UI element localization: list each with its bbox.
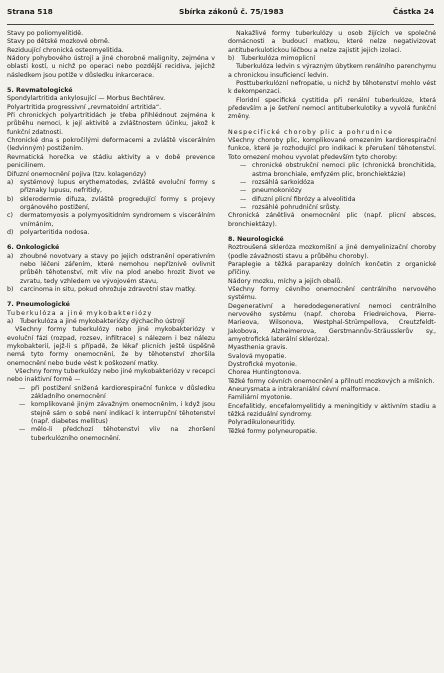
text-line: Stavy po poliomyelitidě. <box>7 30 84 37</box>
list-paragraph: Encefalitidy, encefalomyelitidy a meningitidy v aktivním stadiu a těžká reziduální syndromy. <box>228 402 436 419</box>
list-paragraph: Dystrofické myotonie. <box>228 361 298 369</box>
list-item <box>7 212 215 229</box>
list-item <box>7 196 215 213</box>
subsection-heading: Tuberkulóza a jiné mykobakteriózy <box>7 309 153 317</box>
paragraph: Revmatická horečka ve stádiu aktivity a v době prevence penicilinem. <box>7 153 215 170</box>
list-text: Tuberkulóza a jiné mykobakteriózy dýchacího ústrojí <box>20 318 185 325</box>
section-heading: 6. Onkologické <box>7 244 60 252</box>
paragraph: Nakažlivé formy tuberkulózy u osob žijících ve společné domácnosti a budoucí matkou, které nelze negativizovat antituberkulotickou léčbou a nelze zajistit jejich izolaci. <box>228 30 436 54</box>
paragraph: Tuberkulóza ledvin s výrazným úbytkem renálního parenchymu a chronickou insuficiencí ledvin. <box>228 63 436 79</box>
issue-number: Částka 24 <box>392 7 434 16</box>
dash-item <box>7 401 215 426</box>
list-paragraph: Paraplegie a těžká paraparézy dolních končetin z organické příčiny. <box>228 260 436 277</box>
dash-item <box>7 426 215 443</box>
list-paragraph: Těžké formy cévních onemocnění a přilnutí mozkových a míšních. <box>228 377 435 385</box>
list-item <box>7 229 215 237</box>
list-item <box>7 253 215 286</box>
dash-item <box>228 204 436 212</box>
list-text: carcinoma in situ, pokud ohrožuje zdravotní stav matky. <box>20 285 197 293</box>
list-paragraph: Chorea Huntingtonova. <box>228 369 302 377</box>
list-marker: c) <box>7 212 13 220</box>
paragraph: Difuzní onemocnění pojiva (tzv. kolagenózy) <box>7 170 147 178</box>
paragraph: Chronická zánětlivá onemocnění plic (např. plicní absces, bronchiektázy). <box>228 212 436 228</box>
dash-marker: — <box>19 401 26 409</box>
dash-text: mělo-li předchozí těhotenství vliv na zhoršení tuberkulózního onemocnění. <box>31 426 215 442</box>
dash-text: difuzní plicní fibrózy a alveolitida <box>252 195 356 203</box>
section-heading: 7. Pneumologické <box>7 301 70 309</box>
list-marker: b) <box>7 195 14 203</box>
list-paragraph: Familiární myotonie. <box>228 394 293 402</box>
list-text: Tuberkulóza mimoplicní <box>241 55 316 63</box>
subsection-heading: Nespecifické choroby plic a pohrudnice <box>228 128 394 136</box>
list-text: zhoubné novotvary a stavy po jejich odstranění operativním nebo léčeni zářením, které nemohou nepříznivě ovlivnit průběh těhotenství, mít vliv na plod anebo hrozit život ve zvratu, tedy vzhledem ve vývojovém stavu, <box>20 252 215 285</box>
page-header <box>7 7 434 20</box>
list-paragraph: Svalová myopatie. <box>228 352 287 360</box>
list-text: polyarteritida nodosa. <box>20 228 90 236</box>
list-paragraph: Těžké formy polyneuropatie. <box>228 427 318 435</box>
right-column <box>228 30 436 436</box>
list-marker: a) <box>7 318 14 325</box>
dash-marker: — <box>19 426 26 434</box>
paragraph: Chronické dna s pokročilými deformacemi a zvláště viscerálním (ledvinným) postižením. <box>7 137 215 153</box>
list-paragraph: Nádory mozku, míchy a jejich obalů. <box>228 277 343 285</box>
dash-text: rozsáhlá sarkoidóza <box>252 178 315 186</box>
paragraph: Všechny formy tuberkulózy nebo jiné mykobakteriózy v recepci nebo inaktivní formě — <box>7 368 215 384</box>
paragraph: Všechny choroby plic, komplikované omezením kardiorespirační funkce, které je rozhodující pro indikaci k přerušení těhotenství. Toto omezení mohou vyvolat především tyto choroby: <box>228 137 436 161</box>
list-marker: d) <box>7 228 14 236</box>
dash-text: pneumokoniózy <box>252 187 302 195</box>
list-text: sklerodermie difuza, zvláště progredující formy s projevy orgánového postižení, <box>20 195 215 211</box>
paragraph: Spondylartritida ankylosující — Morbus Bechtěrev. <box>7 95 166 103</box>
dash-item <box>7 385 215 402</box>
paragraph: Všechny formy tuberkulózy nebo jiné mykobakteriózy v evoluční fázi (rozpad, rozsev, infiltrace) s nálezem i bez nálezu mykobakterií, jejž-li s případě, že lékař plicních ještě úspěšně nemá tyto formy onemocnění, že by těhotenství zhoršila onemocnění nebo bude vést k poškození matky. <box>7 326 215 367</box>
section-heading: 8. Neurologické <box>228 235 284 243</box>
paragraph: Nádory pohybového ústrojí a jiné chorobné malignity, zejména v oblasti kostí, u nichž po operaci nebo pozdější recidiva, jejichž následkem jsou potíže v důsledku inkarcerace. <box>7 55 215 79</box>
list-marker: b) <box>228 55 235 63</box>
dash-item <box>228 187 436 195</box>
dash-marker: — <box>19 384 26 392</box>
list-marker: a) <box>7 252 14 260</box>
paragraph: Polyartritida progressivní „revmatoidní artritida“. <box>7 103 162 111</box>
list-text: dermatomyosis a polymyositidním syndromem s viscerálním vnímáním, <box>20 212 215 228</box>
list-paragraph: Degenerativní a heredodegenerativní nemoci centrálního nervového systému (např. choroba Friedreichova, Pierre-Marieova, Wilsonova, Westphal-Strümpellova, Creutzfeldt-Jakobova, Alzheimerova, Gerstmannův-Sträusslerův sy., amyotrofická laterální skleróza). <box>228 302 436 344</box>
text-line: Reziduující chronická osteomyelitida. <box>7 46 124 54</box>
list-paragraph: Všechny formy cévního onemocnění centrálního nervového systému. <box>228 285 436 302</box>
paragraph: Floridní specifická cystitida při renální tuberkulóze, která především a je šetření nemocí antituberkulotiky a vyvolá funkční změny. <box>228 96 436 121</box>
page-number: Strana 518 <box>7 7 53 16</box>
dash-marker: — <box>240 187 247 195</box>
list-paragraph: Roztroušená skleróza mozkomíšní a jiné demyelinizační choroby (podle závažnosti stavu a průběhu choroby). <box>228 244 436 260</box>
dash-marker: — <box>240 178 247 186</box>
dash-marker: — <box>240 203 247 211</box>
dash-marker: — <box>240 195 247 203</box>
dash-text: při postižení snížená kardiorespirační funkce v důsledku základního onemocnění <box>31 384 215 401</box>
dash-marker: — <box>240 162 247 170</box>
list-paragraph: Polyradikuloneuritidy. <box>228 419 296 427</box>
dash-item <box>228 162 436 179</box>
dash-item <box>228 179 436 187</box>
dash-text: rozsáhlé pohrudniční srůsty. <box>252 203 341 211</box>
list-paragraph: Aneurysmata a intrakraniální cévní malformace. <box>228 386 381 394</box>
paragraph: Při chronických polyartritidách je třeba přihlédnout zejména k průběhu nemoci, k její aktivitě a zvláštnostem účinku, jakož k funkční zdatnosti. <box>7 112 215 136</box>
collection-title: Sbírka zákonů č. 75/1983 <box>179 7 284 16</box>
dash-item <box>228 196 436 204</box>
dash-text: chronické obstrukční nemoci plic (chronická bronchitida, astma bronchiale, emfyzém plic, bronchiektázie) <box>252 162 436 178</box>
list-marker: b) <box>7 285 14 293</box>
list-item <box>7 179 215 196</box>
list-marker: a) <box>7 178 14 186</box>
left-column <box>7 30 215 443</box>
list-paragraph: Myasthenia gravis. <box>228 344 288 352</box>
header-rule <box>7 24 434 25</box>
paragraph: Posttuberkulózní nefropatie, u nichž by těhotenství mohlo vést k dekompenzaci. <box>228 80 436 96</box>
list-text: systémový lupus erythematodes, zvláště evoluční formy s příznaky lupusu, nefritidy, <box>20 178 215 195</box>
text-line: Stavy po dětské mozkové obrně. <box>7 38 110 46</box>
dash-text: komplikované jiným závažným onemocněním, i když jsou stejně sám o sobě není indikací k interrupční těhotenství (např. diabetes mellitus) <box>31 401 215 426</box>
section-heading: 5. Revmatologické <box>7 87 73 95</box>
list-item <box>7 286 215 294</box>
